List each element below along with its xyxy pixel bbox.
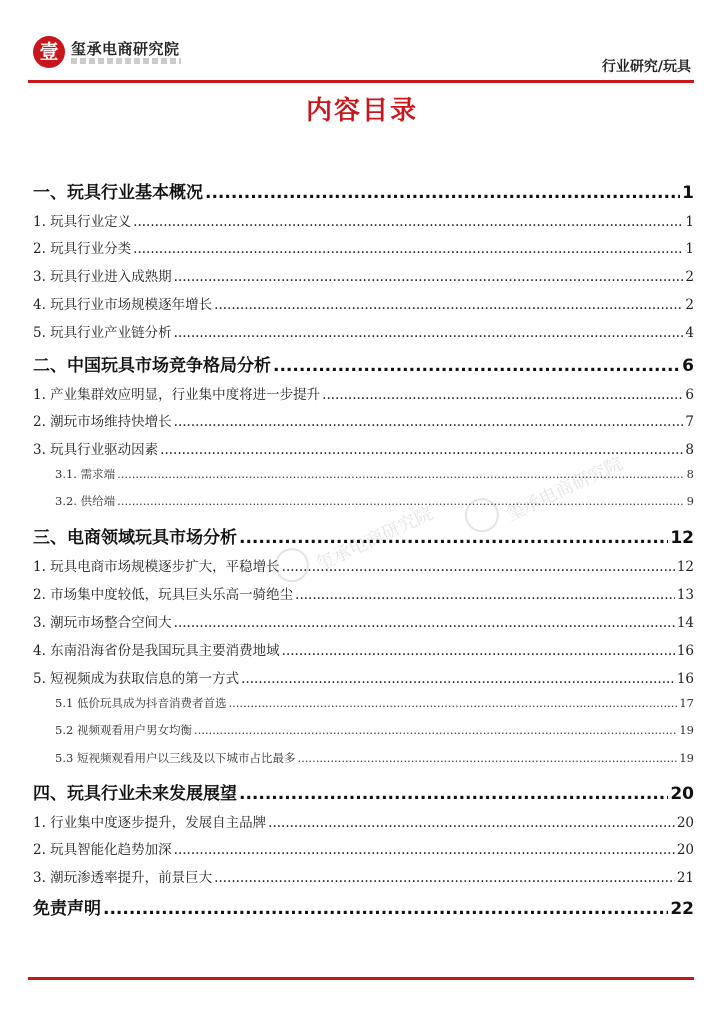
- toc-entry-page: 1: [685, 214, 694, 230]
- toc-entry[interactable]: [33, 583, 694, 603]
- toc-entry[interactable]: [55, 493, 694, 509]
- toc-entry-label: 3. 潮玩渗透率提升，前景巨大: [33, 870, 213, 886]
- toc-entry-label: 1. 玩具电商市场规模逐步扩大，平稳增长: [33, 559, 280, 575]
- toc-entry-page: 16: [676, 643, 694, 659]
- toc-entry-page: 19: [679, 723, 694, 737]
- toc-entry-page: 20: [676, 815, 694, 831]
- toc-leader-dots: [117, 494, 685, 508]
- toc-entry-page: 22: [670, 899, 694, 919]
- toc-leader-dots: [241, 671, 675, 687]
- toc-entry-label: 2. 玩具行业分类: [33, 241, 132, 257]
- toc-leader-dots: [239, 528, 668, 548]
- watermark: 玺承电商研究院: [459, 437, 626, 543]
- toc-leader-dots: [117, 467, 685, 481]
- toc-entry-label: 3. 潮玩市场整合空间大: [33, 615, 172, 631]
- toc-entry[interactable]: [33, 438, 694, 458]
- toc-leader-dots: [205, 183, 680, 203]
- toc-entry-label: 2. 市场集中度较低，玩具巨头乐高一骑绝尘: [33, 587, 294, 603]
- toc-entry-label: 3.2. 供给端: [55, 494, 116, 508]
- toc-leader-dots: [160, 442, 683, 458]
- toc-entry-label: 免责声明: [33, 899, 101, 919]
- toc-entry-page: 13: [676, 587, 694, 603]
- toc-entry-page: 12: [676, 559, 694, 575]
- toc-entry-label: 3. 玩具行业进入成熟期: [33, 269, 172, 285]
- toc-entry[interactable]: [33, 779, 694, 804]
- toc-entry-page: 2: [685, 269, 694, 285]
- toc-entry-page: 20: [670, 784, 694, 804]
- toc-entry[interactable]: [33, 611, 694, 631]
- toc-entry-page: 9: [686, 494, 694, 508]
- page-title: 内容目录: [305, 96, 418, 126]
- toc-entry-page: 19: [679, 751, 694, 765]
- page-header: [0, 0, 724, 90]
- toc-entry[interactable]: [33, 866, 694, 886]
- toc-entry[interactable]: [33, 410, 694, 430]
- header-divider: [28, 80, 694, 83]
- toc-entry-label: 5.1 低价玩具成为抖音消费者首选: [55, 696, 227, 710]
- toc-entry[interactable]: [33, 293, 694, 313]
- toc-leader-dots: [297, 751, 677, 765]
- toc-entry-label: 三、电商领域玩具市场分析: [33, 528, 237, 548]
- toc-entry-label: 4. 玩具行业市场规模逐年增长: [33, 297, 213, 313]
- toc-entry-label: 四、玩具行业未来发展展望: [33, 784, 237, 804]
- toc-leader-dots: [133, 241, 683, 257]
- toc-leader-dots: [268, 815, 675, 831]
- toc-entry-page: 1: [682, 183, 694, 203]
- toc-entry[interactable]: [33, 210, 694, 230]
- toc-entry-page: 14: [676, 615, 694, 631]
- toc-entry[interactable]: [55, 722, 694, 738]
- toc-entry-label: 1. 玩具行业定义: [33, 214, 132, 230]
- toc-leader-dots: [174, 414, 684, 430]
- toc-leader-dots: [174, 615, 675, 631]
- toc-leader-dots: [214, 870, 675, 886]
- toc-entry-page: 8: [685, 442, 694, 458]
- toc-leader-dots: [174, 269, 684, 285]
- brand-name: 玺承电商研究院: [71, 40, 180, 58]
- toc-leader-dots: [239, 784, 668, 804]
- toc-entry-label: 1. 行业集中度逐步提升，发展自主品牌: [33, 815, 267, 831]
- toc-entry[interactable]: [55, 466, 694, 482]
- toc-entry[interactable]: [33, 383, 694, 403]
- brand-logo-icon: 壹: [33, 36, 65, 68]
- toc-leader-dots: [174, 842, 675, 858]
- toc-entry[interactable]: [55, 750, 694, 766]
- toc-entry-label: 4. 东南沿海省份是我国玩具主要消费地域: [33, 643, 280, 659]
- watermark: 玺承电商研究院: [269, 487, 436, 593]
- toc-leader-dots: [282, 559, 675, 575]
- toc-leader-dots: [194, 723, 677, 737]
- toc-entry-label: 5. 玩具行业产业链分析: [33, 325, 172, 341]
- toc-leader-dots: [273, 356, 680, 376]
- toc-leader-dots: [174, 325, 684, 341]
- toc-entry-page: 6: [682, 356, 694, 376]
- toc-entry-page: 20: [676, 842, 694, 858]
- footer-divider: [28, 977, 694, 980]
- toc-entry-page: 7: [685, 414, 694, 430]
- toc-entry-label: 5.2 视频观看用户男女均衡: [55, 723, 192, 737]
- toc-entry-label: 3. 玩具行业驱动因素: [33, 442, 159, 458]
- toc-entry-page: 17: [679, 696, 694, 710]
- toc-leader-dots: [295, 587, 675, 603]
- brand-tagline-decoration: [71, 58, 181, 64]
- toc-entry-page: 1: [685, 241, 694, 257]
- toc-entry[interactable]: [33, 811, 694, 831]
- toc-entry-page: 21: [676, 870, 694, 886]
- toc-leader-dots: [214, 297, 683, 313]
- toc-leader-dots: [133, 214, 683, 230]
- toc-entry[interactable]: [33, 237, 694, 257]
- header-category: 行业研究/玩具: [601, 59, 691, 75]
- toc-entry[interactable]: [33, 894, 694, 919]
- toc-entry-label: 一、玩具行业基本概况: [33, 183, 203, 203]
- toc-entry-label: 二、中国玩具市场竞争格局分析: [33, 356, 271, 376]
- toc-entry-page: 12: [670, 528, 694, 548]
- toc-entry[interactable]: [33, 351, 694, 376]
- toc-entry-page: 8: [686, 467, 694, 481]
- toc-entry-label: 5.3 短视频观看用户以三线及以下城市占比最多: [55, 751, 296, 765]
- toc-entry-label: 3.1. 需求端: [55, 467, 116, 481]
- toc-leader-dots: [322, 387, 683, 403]
- toc-entry-page: 6: [685, 387, 694, 403]
- toc-leader-dots: [228, 696, 677, 710]
- toc-entry-label: 2. 潮玩市场维持快增长: [33, 414, 172, 430]
- toc-entry[interactable]: [33, 838, 694, 858]
- toc-leader-dots: [282, 643, 675, 659]
- toc-entry[interactable]: [33, 321, 694, 341]
- toc-entry[interactable]: [33, 667, 694, 687]
- toc-entry[interactable]: [55, 695, 694, 711]
- toc-entry-label: 1. 产业集群效应明显，行业集中度将进一步提升: [33, 387, 321, 403]
- toc-entry[interactable]: [33, 265, 694, 285]
- toc-entry[interactable]: [33, 639, 694, 659]
- toc-entry[interactable]: [33, 555, 694, 575]
- toc-entry-page: 2: [685, 297, 694, 313]
- toc-entry-label: 5. 短视频成为获取信息的第一方式: [33, 671, 240, 687]
- toc-entry-label: 2. 玩具智能化趋势加深: [33, 842, 172, 858]
- toc-leader-dots: [103, 899, 668, 919]
- toc-entry-page: 16: [676, 671, 694, 687]
- toc-entry-page: 4: [685, 325, 694, 341]
- toc-entry[interactable]: [33, 178, 694, 203]
- toc-entry[interactable]: [33, 523, 694, 548]
